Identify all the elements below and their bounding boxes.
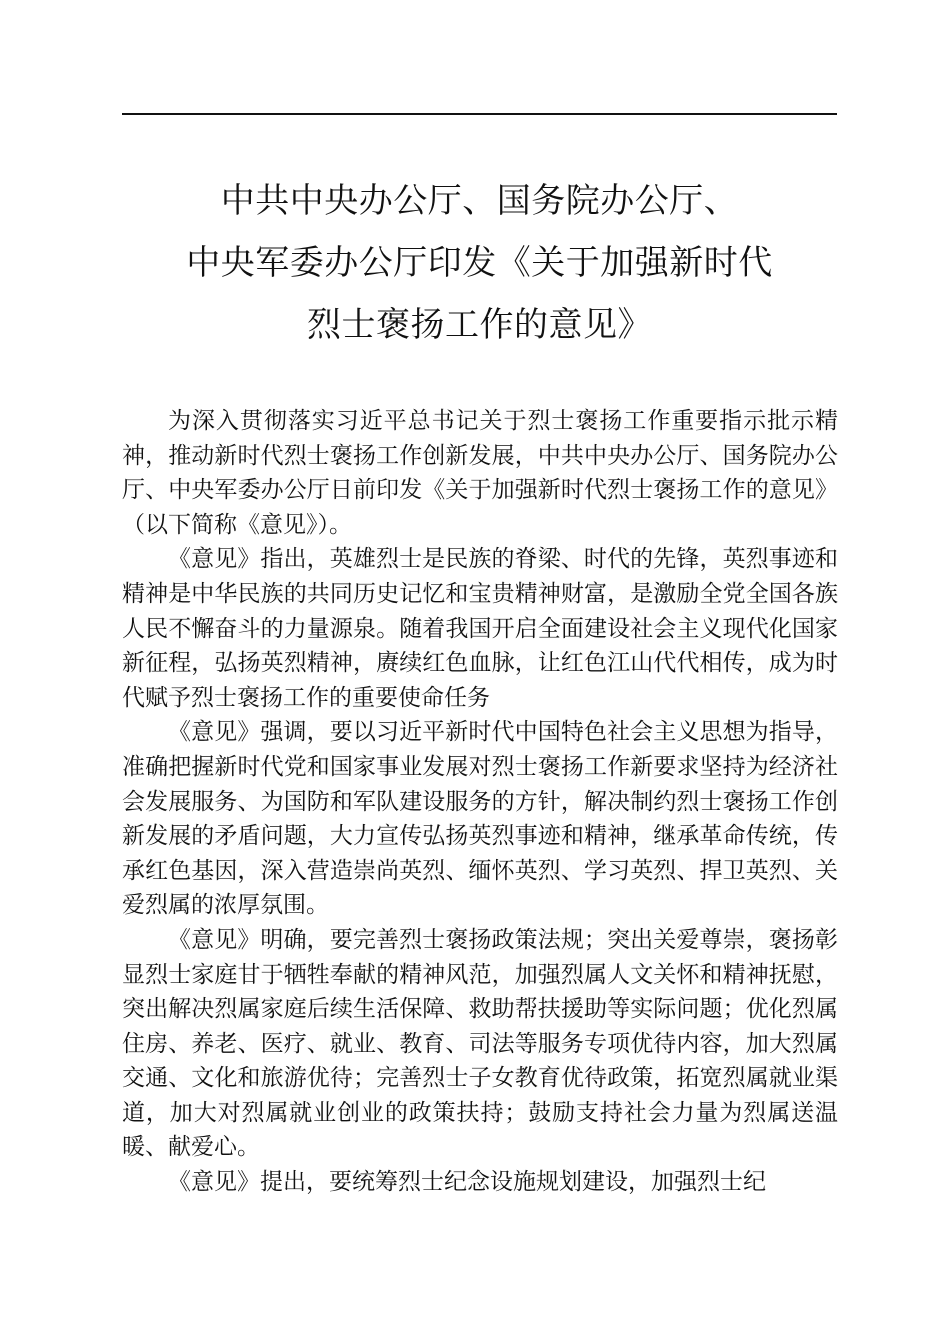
title-line-2: 中央军委办公厅印发《关于加强新时代 <box>186 243 773 283</box>
title-line-3: 烈士褒扬工作的意见》 <box>307 305 652 345</box>
paragraph-3: 《意见》强调，要以习近平新时代中国特色社会主义思想为指导，准确把握新时代党和国家事业发展对烈士褒扬工作新要求坚持为经济社会发展服务、为国防和军队建设服务的方针，解决制约烈士褒扬工作创新发展的矛盾问题，大力宣传弘扬英烈事迹和精神，继承革命传统，传承红色基因，深入营造崇尚英烈、缅怀英烈、学习英烈、捍卫英烈、关爱烈属的浓厚氛围。 <box>122 719 838 919</box>
paragraph-5: 《意见》提出，要统筹烈士纪念设施规划建设，加强烈士纪 <box>168 1169 766 1196</box>
paragraph-1: 为深入贯彻落实习近平总书记关于烈士褒扬工作重要指示批示精神，推动新时代烈士褒扬工作创新发展，中共中央办公厅、国务院办公厅、中央军委办公厅日前印发《关于加强新时代烈士褒扬工作的意见》（以下简称《意见》）。 <box>122 408 838 538</box>
paragraph-2: 《意见》指出，英雄烈士是民族的脊梁、时代的先锋，英烈事迹和精神是中华民族的共同历史记忆和宝贵精神财富，是激励全党全国各族人民不懈奋斗的力量源泉。随着我国开启全面建设社会主义现代化国家新征程，弘扬英烈精神，赓续红色血脉，让红色江山代代相传，成为时代赋予烈士褒扬工作的重要使命任务 <box>122 546 838 711</box>
header-rule <box>122 113 837 115</box>
document-body <box>122 404 838 1200</box>
title-line-1: 中共中央办公厅、国务院办公厅、 <box>220 181 739 221</box>
document-title <box>122 172 837 358</box>
paragraph-4: 《意见》明确，要完善烈士褒扬政策法规；突出关爱尊崇，褒扬彰显烈士家庭甘于牺牲奉献的精神风范，加强烈属人文关怀和精神抚慰，突出解决烈属家庭后续生活保障、救助帮扶援助等实际问题；优化烈属住房、养老、医疗、就业、教育、司法等服务专项优待内容，加大烈属交通、文化和旅游优待；完善烈士子女教育优待政策，拓宽烈属就业渠道，加大对烈属就业创业的政策扶持；鼓励支持社会力量为烈属送温暖、献爱心。 <box>122 926 838 1161</box>
